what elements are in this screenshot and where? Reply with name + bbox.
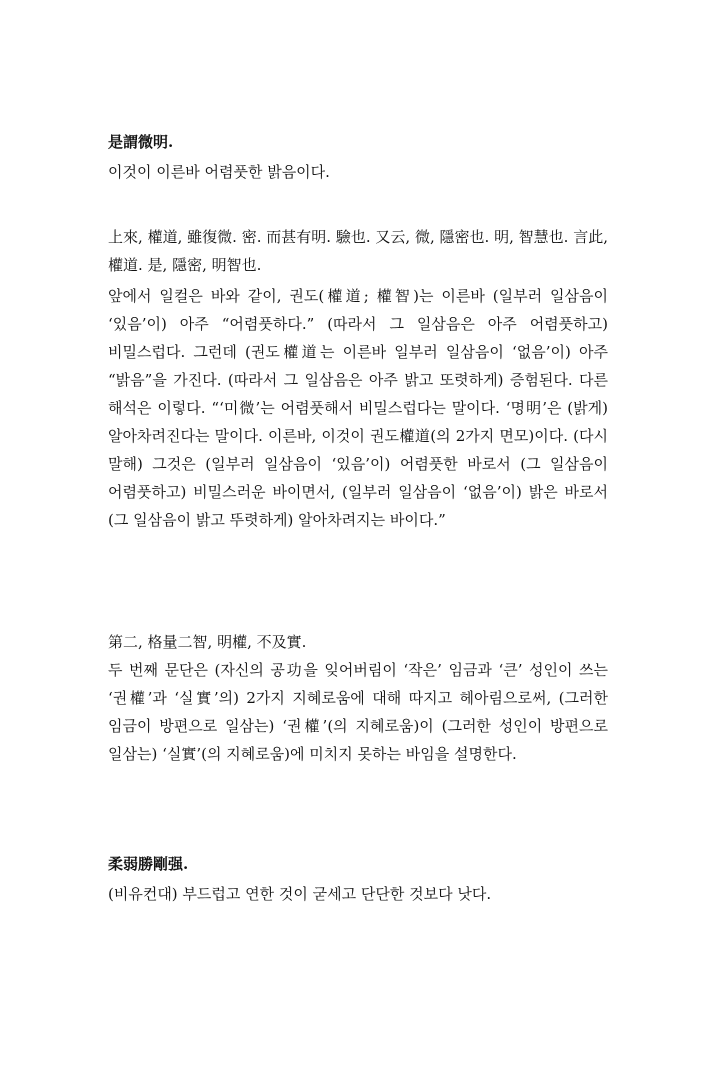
section-3-translation: 두 번째 문단은 (자신의 공功을 잊어버림이 ‘작은’ 임금과 ‘큰’ 성인이 쓰는 ‘권權’과 ‘실實’의) 2가지 지혜로움에 대해 따지고 헤아림으로써, (그러한 임금이 방편으로 일삼는) ‘권權’(의 지혜로움)이 (그러한 성인이 방편으로 일삼는) ‘실實’(의 지혜로움)에 미치지 못하는 바임을 설명한다.: [108, 661, 608, 763]
section-4-translation: (비유컨대) 부드럽고 연한 것이 굳세고 단단한 것보다 낫다.: [108, 885, 492, 903]
section-2-original: 上來, 權道, 雖復微. 密. 而甚有明. 驗也. 又云, 微, 隱密也. 明, 智慧也. 言此, 權道. 是, 隱密, 明智也.: [108, 228, 608, 274]
section-1-translation: 이것이 이른바 어렴풋한 밝음이다.: [108, 163, 330, 181]
section-2-translation: 앞에서 일컬은 바와 같이, 권도(權道; 權智)는 이른바 (일부러 일삼음이 ‘있음’이) 아주 “어렴풋하다.” (따라서 그 일삼음은 아주 어렴풋하고) 비밀스럽다. 그런데 (권도權道는 이른바 일부러 일삼음이 ‘없음’이) 아주 “밝음”을 가진다. (따라서 그 일삼음은 아주 밝고 또렷하게) 증험된다. 다른 해석은 이렇다. “‘미微’는 어렴풋해서 비밀스럽다는 말이다. ‘명明’은 (밝게) 알아차려진다는 말이다. 이른바, 이것이 권도權道(의 2가지 면모)이다. (다시 말해) 그것은 (일부러 일삼음이 ‘있음’이) 어렴풋한 바로서 (그 일삼음이 어렴풋하고) 비밀스러운 바이면서, (일부러 일삼음이 ‘없음’이) 밝은 바로서 (그 일삼음이 밝고 뚜렷하게) 알아차려지는 바이다.”: [108, 287, 608, 529]
section-4-heading: 柔弱勝剛强.: [108, 855, 189, 873]
section-3-original: 第二, 格量二智, 明權, 不及實.: [108, 633, 307, 651]
section-1-heading: 是謂微明.: [108, 133, 174, 151]
